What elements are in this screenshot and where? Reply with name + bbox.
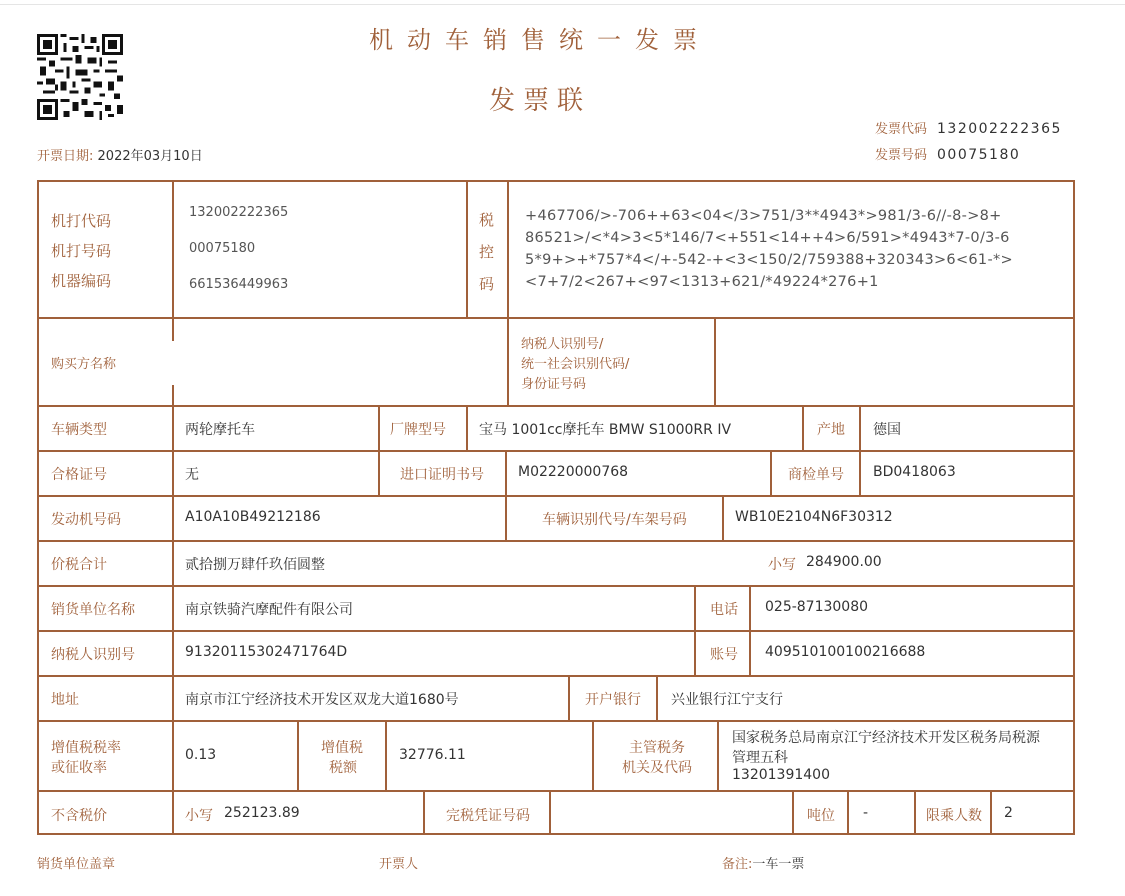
seller-name-label: 销货单位名称 <box>51 602 135 618</box>
seller-account-value: 409510100100216688 <box>765 644 926 660</box>
seller-account-label: 账号 <box>710 647 738 663</box>
col-divider <box>568 675 570 720</box>
invoice-date <box>37 145 203 164</box>
tax-authority-line-2: 管理五科 <box>732 750 788 766</box>
qr-code <box>37 34 123 120</box>
seller-phone-value: 025-87130080 <box>765 599 869 615</box>
invoice-code-label: 发票代码 <box>875 122 928 137</box>
col-divider <box>172 540 174 585</box>
invoice-code <box>875 118 1062 137</box>
col-divider <box>717 720 719 790</box>
col-divider <box>172 182 174 317</box>
buyer-name-label: 购买方名称 <box>51 357 117 372</box>
top-border <box>0 4 1125 5</box>
issuer-label: 开票人 <box>379 857 419 872</box>
cert-number-value: 无 <box>185 467 199 483</box>
row-divider <box>39 630 1075 632</box>
inspection-label: 商检单号 <box>788 467 844 483</box>
vin-value: WB10E2104N6F30312 <box>735 509 893 525</box>
col-divider <box>172 405 174 450</box>
engine-number-value: A10A10B49212186 <box>185 509 321 525</box>
tax-authority-label-1: 主管税务 <box>629 740 685 756</box>
col-divider <box>172 585 174 675</box>
buyer-id-label-2: 统一社会识别代码/ <box>521 357 630 372</box>
tax-control-label-1: 税 <box>479 211 495 229</box>
col-divider <box>656 675 658 720</box>
vehicle-model-label: 厂牌型号 <box>390 422 446 438</box>
seller-phone-label: 电话 <box>710 602 738 618</box>
invoice-number <box>875 144 1020 163</box>
passengers-label: 限乘人数 <box>926 808 982 824</box>
cert-number-label: 合格证号 <box>51 467 107 483</box>
col-divider <box>749 585 751 675</box>
col-divider <box>378 450 380 495</box>
col-divider <box>172 495 174 540</box>
tax-amount-label-1: 增值税 <box>321 740 363 756</box>
remark-label: 备注: <box>722 857 753 872</box>
invoice-number-value: 00075180 <box>937 147 1021 163</box>
tonnage-label: 吨位 <box>807 808 835 824</box>
col-divider <box>378 405 380 450</box>
col-divider <box>172 319 174 341</box>
machine-device-label: 机器编码 <box>51 272 112 290</box>
row-divider <box>39 720 1075 722</box>
total-small-label: 小写 <box>768 557 796 573</box>
tax-control-label-2: 控 <box>479 243 495 261</box>
import-cert-value: M02220000768 <box>518 464 629 480</box>
inspection-value: BD0418063 <box>873 464 956 480</box>
vehicle-type-label: 车辆类型 <box>51 422 107 438</box>
col-divider <box>859 450 861 495</box>
machine-code-value: 132002222365 <box>189 205 289 220</box>
invoice-subtitle: 发票联 <box>488 86 591 116</box>
row-divider <box>39 317 1075 319</box>
passengers-value: 2 <box>1004 805 1013 821</box>
tax-control-line-3: 5*9+>+*757*4</+-542-+<3<150/2/759388+320343>6<61-*> <box>525 252 1013 268</box>
row-divider <box>39 405 1075 407</box>
col-divider <box>792 790 794 835</box>
col-divider <box>859 405 861 450</box>
total-uppercase: 贰拾捌万肆仟玖佰圆整 <box>185 557 325 573</box>
vehicle-type-value: 两轮摩托车 <box>185 422 255 438</box>
col-divider <box>172 720 174 790</box>
col-divider <box>592 720 594 790</box>
invoice-code-value: 132002222365 <box>937 121 1062 137</box>
tax-certificate-label: 完税凭证号码 <box>446 808 530 824</box>
col-divider <box>914 790 916 835</box>
buyer-id-label-3: 身份证号码 <box>521 377 587 392</box>
col-divider <box>507 182 509 317</box>
tax-rate-label-1: 增值税税率 <box>51 740 121 756</box>
col-divider <box>172 790 174 835</box>
seller-bank-value: 兴业银行江宁支行 <box>671 692 783 708</box>
tax-amount-label-2: 税额 <box>329 760 357 776</box>
row-divider <box>39 675 1075 677</box>
col-divider <box>172 385 174 405</box>
machine-number-label: 机打号码 <box>51 242 112 260</box>
tax-rate-value: 0.13 <box>185 747 217 763</box>
invoice-title: 机动车销售统一发票 <box>369 26 711 54</box>
remark <box>722 853 804 872</box>
tax-amount-value: 32776.11 <box>399 747 466 763</box>
import-cert-label: 进口证明书号 <box>400 467 484 483</box>
seller-address-value: 南京市江宁经济技术开发区双龙大道1680号 <box>185 692 459 708</box>
col-divider <box>385 720 387 790</box>
col-divider <box>423 790 425 835</box>
col-divider <box>505 495 507 540</box>
pretax-price-label: 不含税价 <box>51 808 107 824</box>
seller-taxid-value: 91320115302471764D <box>185 644 348 660</box>
col-divider <box>714 317 716 405</box>
col-divider <box>990 790 992 835</box>
row-divider <box>39 585 1075 587</box>
tax-control-line-1: +467706/>-706++63<04</3>751/3**4943*>981/3-6//-8->8+ <box>525 208 1002 224</box>
invoice-number-label: 发票号码 <box>875 148 928 163</box>
machine-number-value: 00075180 <box>189 241 256 256</box>
col-divider <box>466 405 468 450</box>
pretax-small-label: 小写 <box>185 808 213 824</box>
invoice-date-value: 2022年03月10日 <box>97 149 203 164</box>
tax-authority-label-2: 机关及代码 <box>622 760 692 776</box>
vehicle-model-value: 宝马 1001cc摩托车 BMW S1000RR IV <box>479 422 732 438</box>
machine-code-label: 机打代码 <box>51 212 112 230</box>
seller-seal-label: 销货单位盖章 <box>37 857 116 872</box>
tax-authority-line-1: 国家税务总局南京江宁经济技术开发区税务局税源 <box>732 730 1040 746</box>
col-divider <box>507 317 509 405</box>
row-divider <box>39 540 1075 542</box>
vehicle-origin-value: 德国 <box>873 422 901 438</box>
tax-control-line-4: <7+7/2<267+<97<1313+621/*49224*276+1 <box>525 274 879 290</box>
invoice-date-label: 开票日期: <box>37 149 94 164</box>
invoice-table <box>37 180 1075 835</box>
buyer-id-label-1: 纳税人识别号/ <box>521 337 604 352</box>
tax-authority-code: 13201391400 <box>732 767 830 783</box>
col-divider <box>847 790 849 835</box>
tax-control-label-3: 码 <box>479 275 495 293</box>
col-divider <box>297 720 299 790</box>
col-divider <box>172 450 174 495</box>
vin-label: 车辆识别代号/车架号码 <box>542 512 687 528</box>
pretax-price-value: 252123.89 <box>224 805 300 821</box>
col-divider <box>505 450 507 495</box>
col-divider <box>172 675 174 720</box>
col-divider <box>466 182 468 317</box>
row-divider <box>39 450 1075 452</box>
col-divider <box>549 790 551 835</box>
engine-number-label: 发动机号码 <box>51 512 121 528</box>
col-divider <box>694 585 696 675</box>
seller-address-label: 地址 <box>51 692 79 708</box>
col-divider <box>722 495 724 540</box>
col-divider <box>802 405 804 450</box>
tax-rate-label-2: 或征收率 <box>51 760 107 776</box>
remark-value: 一车一票 <box>752 857 805 872</box>
tax-control-line-2: 86521>/<*4>3<5*146/7<+551<14++4>6/591>*4943*7-0/3-6 <box>525 230 1010 246</box>
seller-taxid-label: 纳税人识别号 <box>51 647 135 663</box>
seller-bank-label: 开户银行 <box>585 692 641 708</box>
seller-name-value: 南京铁骑汽摩配件有限公司 <box>185 602 353 618</box>
row-divider <box>39 495 1075 497</box>
row-divider <box>39 790 1075 792</box>
total-label: 价税合计 <box>51 557 107 573</box>
tonnage-value: - <box>863 805 869 821</box>
vehicle-origin-label: 产地 <box>817 422 845 438</box>
machine-device-value: 661536449963 <box>189 277 289 292</box>
col-divider <box>770 450 772 495</box>
total-amount: 284900.00 <box>806 554 882 570</box>
